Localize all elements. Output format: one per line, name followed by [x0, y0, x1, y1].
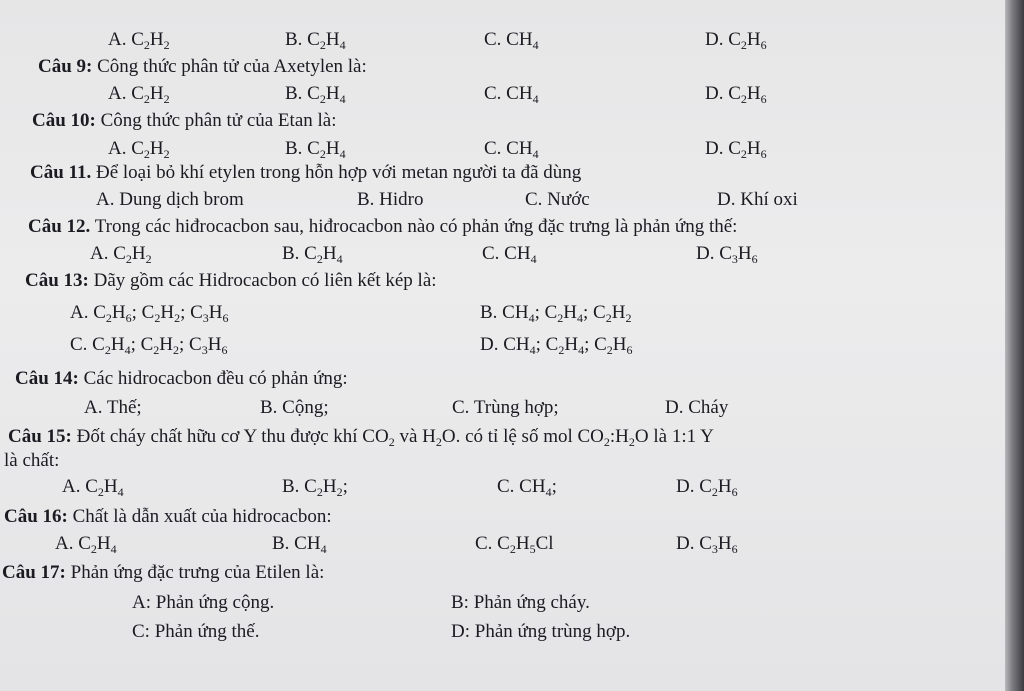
answer-option: C. $CH_4$	[484, 29, 539, 52]
answer-option: C. $C_2H_5Cl$	[475, 533, 554, 556]
question-number: Câu 13:	[25, 270, 89, 291]
question-text	[2, 562, 324, 584]
answer-option: B. Hidro	[357, 189, 424, 210]
question-text	[4, 506, 332, 528]
answer-option: C. Trùng hợp;	[452, 397, 559, 418]
question-text	[25, 270, 437, 292]
answer-option: D. Cháy	[665, 397, 729, 418]
question-number: Câu 17:	[2, 562, 66, 583]
answer-option: A. $C_2H_2$	[108, 29, 170, 52]
question-number: Câu 16:	[4, 506, 68, 527]
question-stem: Đốt cháy chất hữu cơ Y thu được khí $CO_2$ và $H_2O$. có tỉ lệ số mol $CO_2:H_2O$ là 1:1 Y	[71, 426, 714, 449]
question-number: Câu 12.	[28, 216, 91, 237]
answer-option: D. $C_3H_6$	[676, 533, 738, 556]
question-text	[32, 110, 337, 132]
answer-option: A. $C_2H_4$	[62, 476, 124, 499]
answer-option: C. Nước	[525, 189, 590, 210]
question-number: Câu 9:	[38, 56, 93, 77]
answer-option: D. $C_2H_6$	[705, 29, 767, 52]
answer-option: D. Khí oxi	[717, 189, 798, 210]
answer-option: B. $CH_4$; $C_2H_4$; $C_2H_2$	[480, 302, 632, 325]
question-stem: Trong các hiđrocacbon sau, hiđrocacbon nào có phản ứng đặc trưng là phản ứng thế:	[90, 216, 738, 237]
question-text	[30, 162, 581, 184]
answer-option: A. $C_2H_2$	[90, 243, 152, 266]
answer-option: C. $CH_4$	[484, 83, 539, 106]
answer-option: A. $C_2H_2$	[108, 83, 170, 106]
answer-option: D: Phản ứng trùng hợp.	[451, 621, 631, 642]
answer-option: B. $C_2H_4$	[285, 138, 346, 161]
answer-option: D. $C_2H_6$	[705, 138, 767, 161]
answer-option: A. $C_2H_4$	[55, 533, 117, 556]
answer-option: B. $CH_4$	[272, 533, 327, 556]
question-number: Câu 10:	[32, 110, 96, 131]
question-text	[38, 56, 367, 78]
answer-option: A. Dung dịch brom	[96, 189, 244, 210]
answer-option: C: Phản ứng thế.	[132, 621, 260, 642]
question-number: Câu 15:	[8, 426, 72, 447]
question-stem: Dãy gồm các Hidrocacbon có liên kết kép là:	[88, 270, 437, 291]
answer-option: A. $C_2H_2$	[108, 138, 170, 161]
answer-option: A. $C_2H_6$; $C_2H_2$; $C_3H_6$	[70, 302, 229, 325]
answer-option: B: Phản ứng cháy.	[451, 592, 590, 613]
answer-option: A: Phản ứng cộng.	[132, 592, 275, 613]
question-number: Câu 14:	[15, 368, 79, 389]
question-stem: Để loại bỏ khí etylen trong hỗn hợp với metan người ta đã dùng	[91, 162, 582, 183]
answer-option: C. $CH_4$	[482, 243, 537, 266]
answer-option: C. $C_2H_4$; $C_2H_2$; $C_3H_6$	[70, 334, 228, 357]
question-stem: Công thức phân tử của Axetylen là:	[92, 56, 367, 77]
question-text	[15, 368, 348, 390]
answer-option: C. $CH_4$	[484, 138, 539, 161]
answer-option: C. $CH_4$;	[497, 476, 557, 499]
question-stem: Phản ứng đặc trưng của Etilen là:	[65, 562, 325, 583]
question-stem-continued: là chất:	[4, 450, 60, 471]
answer-option: A. Thế;	[84, 397, 142, 418]
answer-option: B. $C_2H_4$	[282, 243, 343, 266]
answer-option: D. $C_2H_6$	[705, 83, 767, 106]
answer-option: B. $C_2H_4$	[285, 29, 346, 52]
answer-option: D. $C_2H_6$	[676, 476, 738, 499]
question-stem: Các hidrocacbon đều có phản ứng:	[78, 368, 348, 389]
answer-option: D. $CH_4$; $C_2H_4$; $C_2H_6$	[480, 334, 633, 357]
question-text	[28, 216, 737, 238]
answer-option: B. Cộng;	[260, 397, 329, 418]
question-stem: Công thức phân tử của Etan là:	[95, 110, 337, 131]
answer-option: B. $C_2H_2$;	[282, 476, 348, 499]
question-text	[8, 426, 714, 448]
question-number: Câu 11.	[30, 162, 92, 183]
answer-option: D. $C_3H_6$	[696, 243, 758, 266]
page-edge-shadow	[1005, 0, 1024, 691]
answer-option: B. $C_2H_4$	[285, 83, 346, 106]
question-stem: Chất là dẫn xuất của hidrocacbon:	[67, 506, 332, 527]
